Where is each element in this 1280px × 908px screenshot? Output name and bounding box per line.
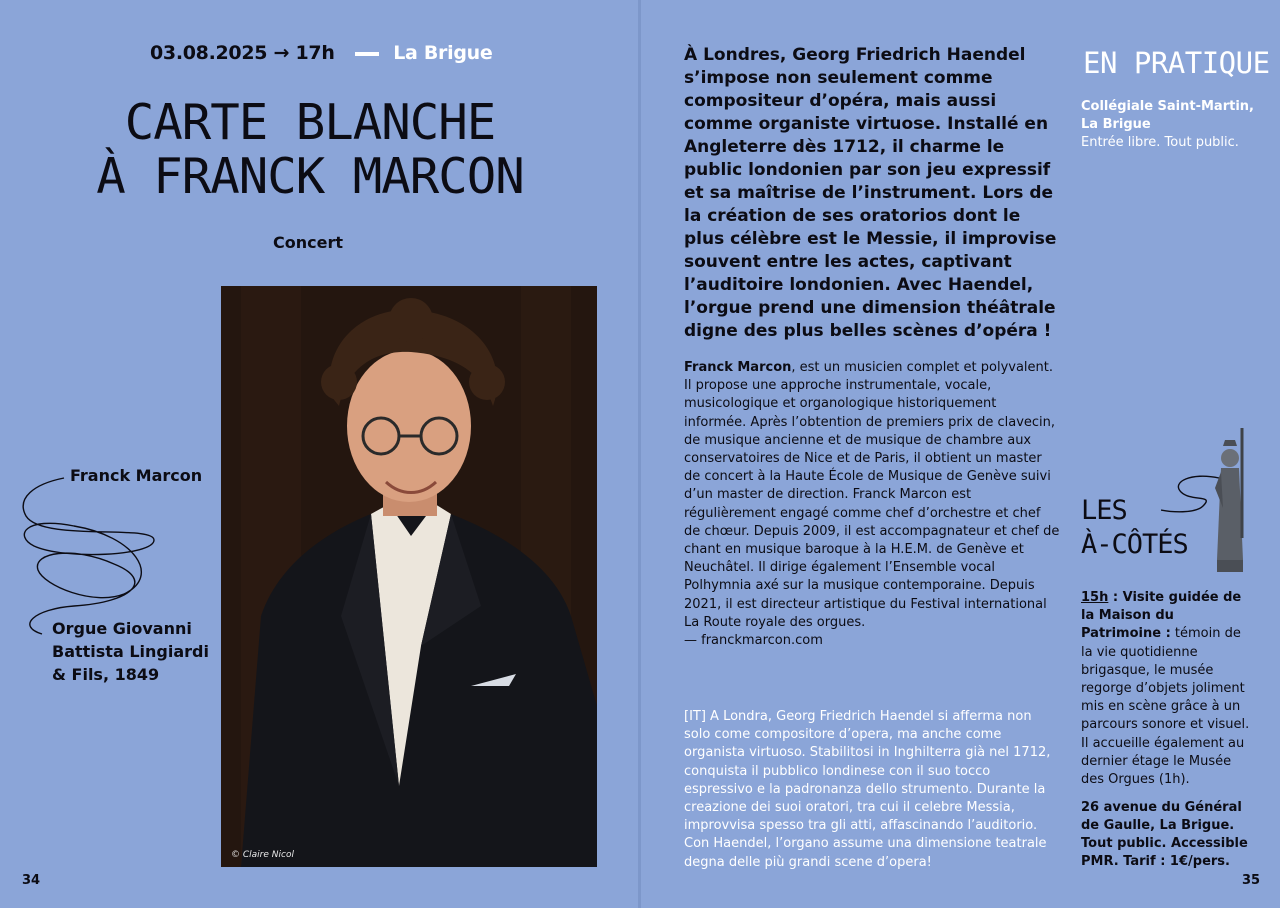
- title-line-1: CARTE BLANCHE: [124, 94, 496, 151]
- les-a-cotes-line-2: À-CÔTÉS: [1081, 529, 1188, 560]
- event-type: Concert: [273, 233, 343, 252]
- page-number-right: 35: [1242, 873, 1261, 888]
- lead-paragraph: À Londres, Georg Friedrich Haendel s’impose non seulement comme compositeur d’opéra, mais aussi comme organiste virtuose. Installé en Angleterre dès 1712, il charme le public londonien par son jeu expressif et sa maîtrise de l’instrument. Lors de la création de ses oratorios dont le plus célèbre est le Messie, il improvise souvent entre les actes, captivant l’auditoire londonien. Avec Haendel, l’orgue prend une dimension théâtrale digne des plus belles scènes d’opéra !: [684, 45, 1057, 341]
- event-date: 03.08.2025: [150, 42, 268, 64]
- italian-tag: [IT]: [684, 709, 706, 724]
- visit-time: 15h: [1081, 590, 1109, 605]
- entry-info: Entrée libre. Tout public.: [1081, 135, 1239, 150]
- artist-photo: [221, 286, 597, 867]
- event-title: [60, 96, 560, 204]
- organ-label: Orgue Giovanni Battista Lingiardi & Fils, 1849: [52, 619, 209, 684]
- title-line-2: À FRANCK MARCON: [96, 148, 524, 205]
- bio-name: Franck Marcon: [684, 360, 792, 375]
- venue: [1081, 98, 1254, 134]
- event-place: La Brigue: [393, 42, 493, 64]
- dash-divider: [355, 52, 379, 56]
- left-page: [0, 0, 639, 908]
- les-a-cotes-line-1: LES: [1081, 495, 1127, 526]
- photo-credit: © Claire Nicol: [231, 850, 294, 860]
- artist-label: Franck Marcon: [70, 466, 203, 485]
- italian-text: A Londra, Georg Friedrich Haendel si afferma non solo come compositore d’opera, ma anche come organista virtuoso. Stabilitosi in Inghilterra già nel 1712, conquista il pubblico londinese con il suo tocco espressivo e la padronanza dello strumento. Durante la creazione dei suoi oratori, tra cui il celebre Messia, improvvisa spesso tra gli atti, affascinando l’auditorio. Con Haendel, l’organo assume una dimensione teatrale degna delle più grandi scene d’opera!: [684, 709, 1051, 870]
- event-time: 17h: [295, 42, 335, 64]
- bio-paragraph: [684, 359, 1060, 650]
- venue-line-1: Collégiale Saint-Martin,: [1081, 99, 1254, 114]
- event-datetime: [150, 42, 492, 64]
- visit-address: 26 avenue du Général de Gaulle, La Brigue. Tout public. Accessible PMR. Tarif : 1€/pers.: [1081, 800, 1248, 869]
- en-pratique-heading: EN PRATIQUE: [1083, 46, 1270, 80]
- visit-text: témoin de la vie quotidienne brigasque, le musée regorge d’objets joliment mis en scène grâce à un parcours sonore et visuel. Il accueille également au dernier étage le Musée des Orgues (1h).: [1081, 626, 1250, 788]
- portrait-illustration: [221, 286, 597, 867]
- arrow-icon: →: [273, 42, 290, 64]
- page-number-left: 34: [22, 873, 41, 888]
- bio-text: , est un musicien complet et polyvalent. Il propose une approche instrumentale, vocale, musicologique et organologique historiquement informée. Après l’obtention de premiers prix de clavecin, de musique ancienne et de musique de chambre aux conservatoires de Nice et de Paris, il obtient un master de concert à la Haute École de Musique de Genève suivi d’un master de direction. Franck Marcon est régulièrement engagé comme chef d’orchestre et chef de chœur. Depuis 2009, il est accompagnateur et chef de chant en musique baroque à la H.E.M. de Genève et Neuchâtel. Il dirige également l’Ensemble vocal Polhymnia axé sur la musique contemporaine. Depuis 2021, il est directeur artistique du Festival international La Route royale des orgues.: [684, 360, 1060, 630]
- bio-link[interactable]: — franckmarcon.com: [684, 633, 823, 649]
- right-page: [641, 0, 1280, 908]
- statue-illustration: [1209, 428, 1251, 574]
- visit-info: [1081, 589, 1251, 789]
- venue-line-2: La Brigue: [1081, 117, 1151, 132]
- swirl-decoration: [14, 476, 164, 636]
- visit-title: : Visite guidée de la Maison du Patrimoine :: [1081, 590, 1242, 642]
- italian-paragraph: [684, 708, 1056, 872]
